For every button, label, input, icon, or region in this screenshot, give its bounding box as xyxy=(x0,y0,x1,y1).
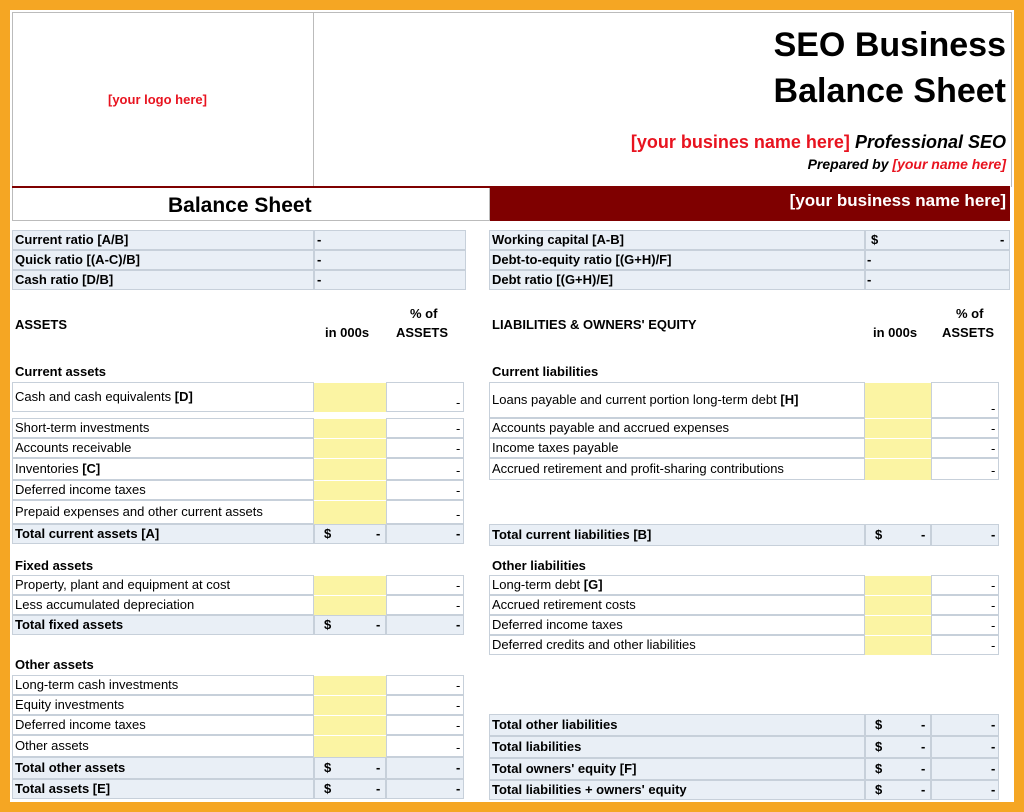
line-item-label xyxy=(15,738,89,754)
total-pct-cell xyxy=(386,615,464,635)
line-item-text: Loans payable and current portion long-term debt xyxy=(492,392,777,407)
line-item-label xyxy=(15,389,193,405)
total-currency: $ xyxy=(875,717,883,732)
percent-cell xyxy=(386,675,464,695)
total-pct-cell xyxy=(931,736,999,758)
percent-cell xyxy=(931,382,999,418)
ratio-value-cell xyxy=(865,270,1010,290)
percent-value: - xyxy=(456,395,461,410)
percent-cell xyxy=(931,615,999,635)
line-item-label xyxy=(492,577,603,593)
ratio-value: - xyxy=(317,272,322,287)
percent-cell xyxy=(386,595,464,615)
percent-cell xyxy=(931,458,999,480)
line-item-text: Accounts receivable xyxy=(15,440,132,455)
amount-input[interactable] xyxy=(865,418,931,438)
line-item-label xyxy=(15,440,131,456)
total-pct-cell xyxy=(931,524,999,546)
preparer-placeholder[interactable]: [your name here] xyxy=(892,156,1006,172)
percent-value: - xyxy=(456,578,461,593)
current-liab-heading: Current liabilities xyxy=(492,364,599,379)
line-item-label xyxy=(492,392,798,408)
line-item-label xyxy=(15,717,146,733)
line-item-label xyxy=(492,637,696,653)
total-pct-cell xyxy=(386,524,464,544)
line-item-text: Less accumulated depreciation xyxy=(15,597,195,612)
total-currency: $ xyxy=(875,782,883,797)
percent-value: - xyxy=(456,718,461,733)
total-pct: - xyxy=(456,526,461,541)
percent-value: - xyxy=(991,618,996,633)
total-pct: - xyxy=(991,782,996,797)
total-amount: - xyxy=(376,781,381,796)
line-item-text: Long-term debt xyxy=(492,577,581,592)
total-pct-cell xyxy=(386,757,464,779)
percent-value: - xyxy=(456,463,461,478)
banner-title: Balance Sheet xyxy=(168,194,312,217)
assets-col-pct-1: % of xyxy=(410,306,438,321)
line-item-label xyxy=(492,597,636,613)
percent-cell xyxy=(386,418,464,438)
liab-col-amount: in 000s xyxy=(873,325,918,340)
liab-col-pct-2: ASSETS xyxy=(942,325,995,340)
line-item-text: Income taxes payable xyxy=(492,440,619,455)
amount-input[interactable] xyxy=(314,500,386,524)
total-label: Total other liabilities xyxy=(492,717,618,732)
amount-input[interactable] xyxy=(314,575,386,595)
ratio-label: Current ratio [A/B] xyxy=(15,232,129,247)
percent-cell xyxy=(386,575,464,595)
doc-title-line1: SEO Business xyxy=(773,26,1006,64)
amount-input[interactable] xyxy=(865,458,931,480)
fixed-assets-heading: Fixed assets xyxy=(15,558,94,573)
line-item-text: Long-term cash investments xyxy=(15,677,179,692)
amount-input[interactable] xyxy=(865,438,931,458)
line-item-tag: [C] xyxy=(82,461,101,476)
total-currency: $ xyxy=(324,526,332,541)
doc-title-line2: Balance Sheet xyxy=(773,72,1006,110)
percent-value: - xyxy=(991,638,996,653)
total-label: Total liabilities + owners' equity xyxy=(492,782,687,797)
line-item-tag: [D] xyxy=(174,389,193,404)
total-pct-cell xyxy=(931,758,999,780)
ratio-value: - xyxy=(867,252,872,267)
assets-col-pct-2: ASSETS xyxy=(396,325,449,340)
percent-cell xyxy=(386,500,464,524)
line-item-text: Cash and cash equivalents xyxy=(15,389,172,404)
total-pct: - xyxy=(991,761,996,776)
amount-input[interactable] xyxy=(314,675,386,695)
total-amount: - xyxy=(921,782,926,797)
total-currency: $ xyxy=(875,739,883,754)
amount-input[interactable] xyxy=(314,715,386,735)
total-amount: - xyxy=(921,739,926,754)
tagline: Professional SEO xyxy=(854,132,1006,152)
ratio-label: Debt ratio [(G+H)/E] xyxy=(492,272,613,287)
percent-cell xyxy=(931,418,999,438)
amount-input[interactable] xyxy=(865,595,931,615)
percent-value: - xyxy=(456,740,461,755)
liab-col-pct-1: % of xyxy=(956,306,984,321)
percent-value: - xyxy=(991,598,996,613)
line-item-text: Equity investments xyxy=(15,697,125,712)
line-item-label xyxy=(492,420,729,436)
total-pct: - xyxy=(991,739,996,754)
line-item-label xyxy=(15,461,100,477)
ratio-value: - xyxy=(317,252,322,267)
prepared-by-line xyxy=(808,155,1006,173)
percent-value: - xyxy=(991,421,996,436)
total-currency: $ xyxy=(324,760,332,775)
percent-value: - xyxy=(991,578,996,593)
amount-input[interactable] xyxy=(314,458,386,480)
ratio-label: Debt-to-equity ratio [(G+H)/F] xyxy=(492,252,672,267)
total-amount: - xyxy=(921,717,926,732)
line-item-text: Prepaid expenses and other current assets xyxy=(15,504,263,519)
assets-col-amount: in 000s xyxy=(325,325,370,340)
percent-cell xyxy=(386,438,464,458)
percent-value: - xyxy=(456,678,461,693)
line-item-label xyxy=(15,420,149,436)
other-assets-heading: Other assets xyxy=(15,657,94,672)
percent-value: - xyxy=(991,401,996,416)
total-currency: $ xyxy=(324,781,332,796)
ratio-label: Quick ratio [(A-C)/B] xyxy=(15,252,140,267)
total-pct-cell xyxy=(386,779,464,799)
percent-cell xyxy=(386,715,464,735)
percent-cell xyxy=(931,635,999,655)
line-item-text: Accounts payable and accrued expenses xyxy=(492,420,730,435)
total-label: Total owners' equity [F] xyxy=(492,761,637,776)
total-currency: $ xyxy=(875,761,883,776)
amount-input[interactable] xyxy=(865,382,931,418)
total-label: Total liabilities xyxy=(492,739,582,754)
percent-cell xyxy=(386,458,464,480)
line-item-text: Accrued retirement costs xyxy=(492,597,636,612)
business-name-placeholder[interactable]: [your busines name here] xyxy=(630,132,850,152)
line-item-tag: [G] xyxy=(583,577,603,592)
line-item-label xyxy=(492,440,618,456)
ratio-value-cell xyxy=(314,250,466,270)
ratio-label: Working capital [A-B] xyxy=(492,232,624,247)
line-item-text: Inventories xyxy=(15,461,79,476)
line-item-text: Deferred income taxes xyxy=(492,617,623,632)
total-label: Total current liabilities [B] xyxy=(492,527,652,542)
line-item-text: Property, plant and equipment at cost xyxy=(15,577,231,592)
total-label: Total other assets xyxy=(15,760,126,775)
line-item-label xyxy=(15,504,263,520)
amount-input[interactable] xyxy=(314,480,386,500)
balance-sheet-page xyxy=(10,10,1014,802)
line-item-text: Short-term investments xyxy=(15,420,150,435)
total-pct-cell xyxy=(931,780,999,800)
other-liab-heading: Other liabilities xyxy=(492,558,586,573)
assets-heading: ASSETS xyxy=(15,317,68,332)
amount-input[interactable] xyxy=(865,635,931,655)
line-item-text: Deferred credits and other liabilities xyxy=(492,637,696,652)
ratio-label: Cash ratio [D/B] xyxy=(15,272,114,287)
banner-business-name[interactable]: [your business name here] xyxy=(789,191,1006,210)
percent-value: - xyxy=(991,441,996,456)
total-label: Total current assets [A] xyxy=(15,526,160,541)
percent-value: - xyxy=(456,507,461,522)
line-item-label xyxy=(15,577,230,593)
ratio-value-cell xyxy=(865,230,1010,250)
logo-placeholder[interactable]: [your logo here] xyxy=(108,92,207,107)
business-line xyxy=(631,131,1006,153)
amount-input[interactable] xyxy=(314,695,386,715)
total-pct: - xyxy=(456,760,461,775)
total-currency: $ xyxy=(875,527,883,542)
liabilities-heading: LIABILITIES & OWNERS' EQUITY xyxy=(492,317,697,332)
total-pct: - xyxy=(991,717,996,732)
prepared-by-label: Prepared by xyxy=(807,156,889,172)
amount-input[interactable] xyxy=(314,418,386,438)
line-item-text: Deferred income taxes xyxy=(15,717,146,732)
line-item-text: Other assets xyxy=(15,738,89,753)
total-amount: - xyxy=(376,760,381,775)
percent-cell xyxy=(931,438,999,458)
line-item-label xyxy=(492,461,784,477)
percent-value: - xyxy=(456,421,461,436)
line-item-text: Deferred income taxes xyxy=(15,482,146,497)
total-amount: - xyxy=(376,617,381,632)
percent-value: - xyxy=(456,441,461,456)
ratio-value-cell xyxy=(865,250,1010,270)
line-item-tag: [H] xyxy=(780,392,799,407)
ratio-value-cell xyxy=(314,230,466,250)
line-item-label xyxy=(15,482,146,498)
total-pct-cell xyxy=(931,714,999,736)
line-item-label xyxy=(15,597,194,613)
total-label: Total assets [E] xyxy=(15,781,111,796)
percent-cell xyxy=(386,695,464,715)
percent-value: - xyxy=(456,483,461,498)
total-amount: - xyxy=(921,761,926,776)
ratio-value: - xyxy=(867,272,872,287)
line-item-label xyxy=(15,677,178,693)
percent-value: - xyxy=(456,598,461,613)
amount-input[interactable] xyxy=(865,575,931,595)
percent-cell xyxy=(931,595,999,615)
ratio-value: - xyxy=(317,232,322,247)
amount-input[interactable] xyxy=(865,615,931,635)
line-item-label xyxy=(15,697,124,713)
total-currency: $ xyxy=(324,617,332,632)
percent-cell xyxy=(386,480,464,500)
line-item-label xyxy=(492,617,623,633)
amount-input[interactable] xyxy=(314,382,386,412)
ratio-currency: $ xyxy=(871,232,879,247)
percent-cell xyxy=(931,575,999,595)
amount-input[interactable] xyxy=(314,595,386,615)
amount-input[interactable] xyxy=(314,438,386,458)
total-pct: - xyxy=(991,527,996,542)
total-amount: - xyxy=(376,526,381,541)
total-pct: - xyxy=(456,781,461,796)
percent-value: - xyxy=(456,698,461,713)
percent-cell xyxy=(386,735,464,757)
percent-value: - xyxy=(991,463,996,478)
line-item-text: Accrued retirement and profit-sharing contributions xyxy=(492,461,784,476)
current-assets-heading: Current assets xyxy=(15,364,107,379)
total-pct: - xyxy=(456,617,461,632)
amount-input[interactable] xyxy=(314,735,386,757)
total-label: Total fixed assets xyxy=(15,617,124,632)
ratio-value: - xyxy=(1000,232,1005,247)
ratio-value-cell xyxy=(314,270,466,290)
total-amount: - xyxy=(921,527,926,542)
percent-cell xyxy=(386,382,464,412)
